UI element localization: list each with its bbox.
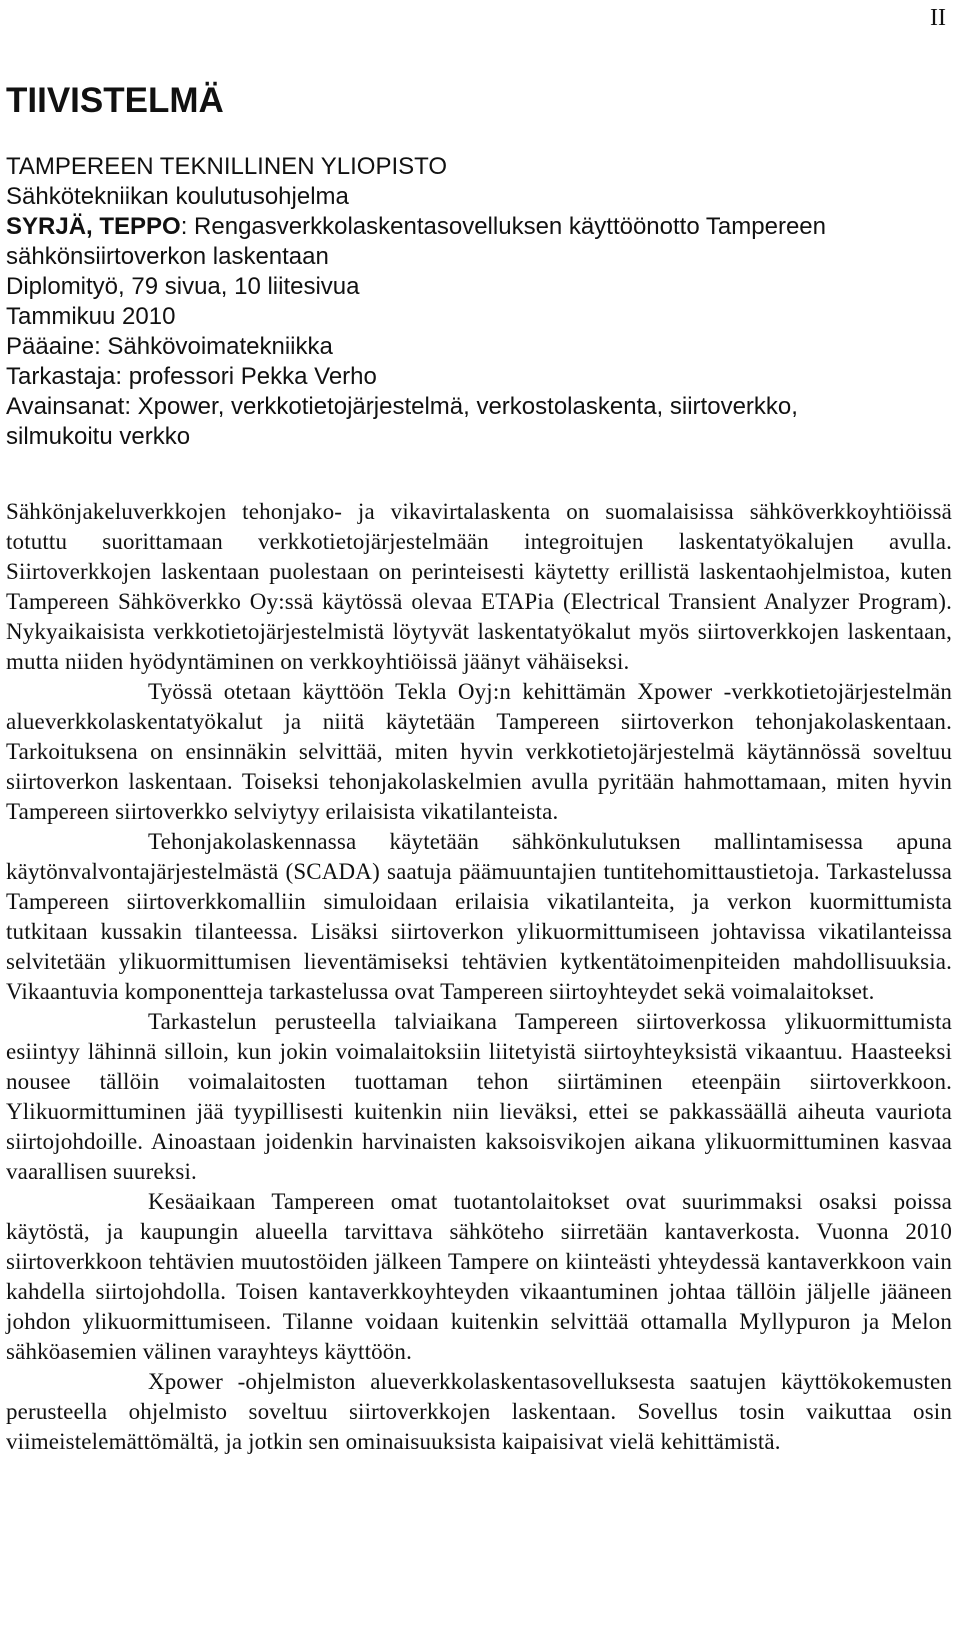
- abstract-paragraph-3: Tehonjakolaskennassa käytetään sähkönkulutuksen mallintamisessa apuna käytönvalvontajärjestelmästä (SCADA) saatuja päämuuntajien tuntitehomittaustietoja. Tarkastelussa Tampereen siirtoverkkomalliin simuloidaan erilaisia vikatilanteita, ja verkon kuormittumista tutkitaan kussakin tilanteessa. Lisäksi siirtoverkon ylikuormittumiseen johtavissa vikatilanteissa selvitetään ylikuormittumisen lieventämiseksi tehtävien kytkentätoimenpiteiden mahdollisuuksia. Vikaantuvia komponentteja tarkastelussa ovat Tampereen siirtoyhteydet sekä voimalaitokset.: [6, 829, 952, 1004]
- examiner: Tarkastaja: professori Pekka Verho: [6, 363, 377, 390]
- thesis-extent: Diplomityö, 79 sivua, 10 liitesivua: [6, 273, 360, 300]
- abstract-paragraph-4: Tarkastelun perusteella talviaikana Tampereen siirtoverkossa ylikuormittumista esiintyy lähinnä silloin, kun jokin voimalaitoksiin liitetyistä siirtoyhteyksistä vikaantuu. Haasteeksi nousee tällöin voimalaitosten tuottaman tehon siirtäminen eteenpäin siirtoverkkoon. Ylikuormittuminen jää tyypillisesti kuitenkin niin lieväksi, ettei se pakkassäällä aiheuta vauriota siirtojohdoille. Ainoastaan joidenkin harvinaisten kaksoisvikojen aikana ylikuormittuminen kasvaa vaarallisen suureksi.: [6, 1009, 952, 1184]
- abstract-paragraph-1: Sähkönjakeluverkkojen tehonjako- ja vikavirtalaskenta on suomalaisissa sähköverkkoyhtiöissä totuttu suorittamaan verkkotietojärjestelmään integroitujen laskentatyökalujen avulla. Siirtoverkkojen laskentaan puolestaan on perinteisesti käytetty erillistä laskentaohjelmistoa, kuten Tampereen Sähköverkko Oy:ssä käytössä olevaa ETAPia (Electrical Transient Analyzer Program). Nykyaikaisista verkkotietojärjestelmistä löytyvät laskentatyökalut myös siirtoverkkojen laskentaan, mutta niiden hyödyntäminen on verkkoyhtiöissä jäänyt vähäiseksi.: [6, 499, 952, 674]
- page-number: II: [930, 5, 946, 31]
- degree-programme: Sähkötekniikan koulutusohjelma: [6, 183, 349, 210]
- major-subject: Pääaine: Sähkövoimatekniikka: [6, 333, 333, 360]
- abstract-paragraph-2: Työssä otetaan käyttöön Tekla Oyj:n kehittämän Xpower -verkkotietojärjestelmän alueverkkolaskentatyökalut ja niitä käytetään Tampereen siirtoverkon tehonjakolaskentaan. Tarkoituksena on ensinnäkin selvittää, miten hyvin verkkotietojärjestelmä käytännössä soveltuu siirtoverkon laskentaan. Toiseksi tehonjakolaskelmien avulla pyritään hahmottamaan, miten hyvin Tampereen siirtoverkko selviytyy erilaisista vikatilanteista.: [6, 679, 952, 824]
- page-title: TIIVISTELMÄ: [6, 81, 224, 120]
- abstract-paragraph-5: Kesäaikaan Tampereen omat tuotantolaitokset ovat suurimmaksi osaksi poissa käytöstä, ja kaupungin alueella tarvittava sähköteho siirretään kantaverkosta. Vuonna 2010 siirtoverkkoon tehtävien muutostöiden jälkeen Tampere on kiinteästi yhteydessä kantaverkkoon vain kahdella siirtojohdolla. Toisen kantaverkkoyhteyden vikaantuminen johtaa tällöin jäljelle jääneen johdon ylikuormittumiseen. Tilanne voidaan kuitenkin selvittää ottamalla Myllypuron ja Melon sähköasemien välinen varayhteys käyttöön.: [6, 1189, 952, 1364]
- university-name: TAMPEREEN TEKNILLINEN YLIOPISTO: [6, 153, 448, 180]
- keywords: Avainsanat: Xpower, verkkotietojärjestelmä, verkostolaskenta, siirtoverkko,: [6, 393, 798, 420]
- author-and-title: [6, 212, 950, 242]
- keywords-continuation: silmukoitu verkko: [6, 423, 191, 450]
- thesis-metadata: [6, 152, 950, 452]
- thesis-date: Tammikuu 2010: [6, 303, 176, 330]
- abstract-paragraph-6: Xpower -ohjelmiston alueverkkolaskentasovelluksesta saatujen käyttökokemusten perusteella ohjelmisto soveltuu siirtoverkkojen laskentaan. Sovellus tosin vaikuttaa osin viimeistelemättömältä, ja jotkin sen ominaisuuksista kaipaisivat vielä kehittämistä.: [6, 1369, 952, 1454]
- thesis-title: : Rengasverkkolaskentasovelluksen käyttöönotto Tampereen: [180, 213, 826, 240]
- abstract-body: [6, 497, 952, 1457]
- thesis-title-continuation: sähkönsiirtoverkon laskentaan: [6, 243, 329, 270]
- author-name: SYRJÄ, TEPPO: [6, 213, 181, 240]
